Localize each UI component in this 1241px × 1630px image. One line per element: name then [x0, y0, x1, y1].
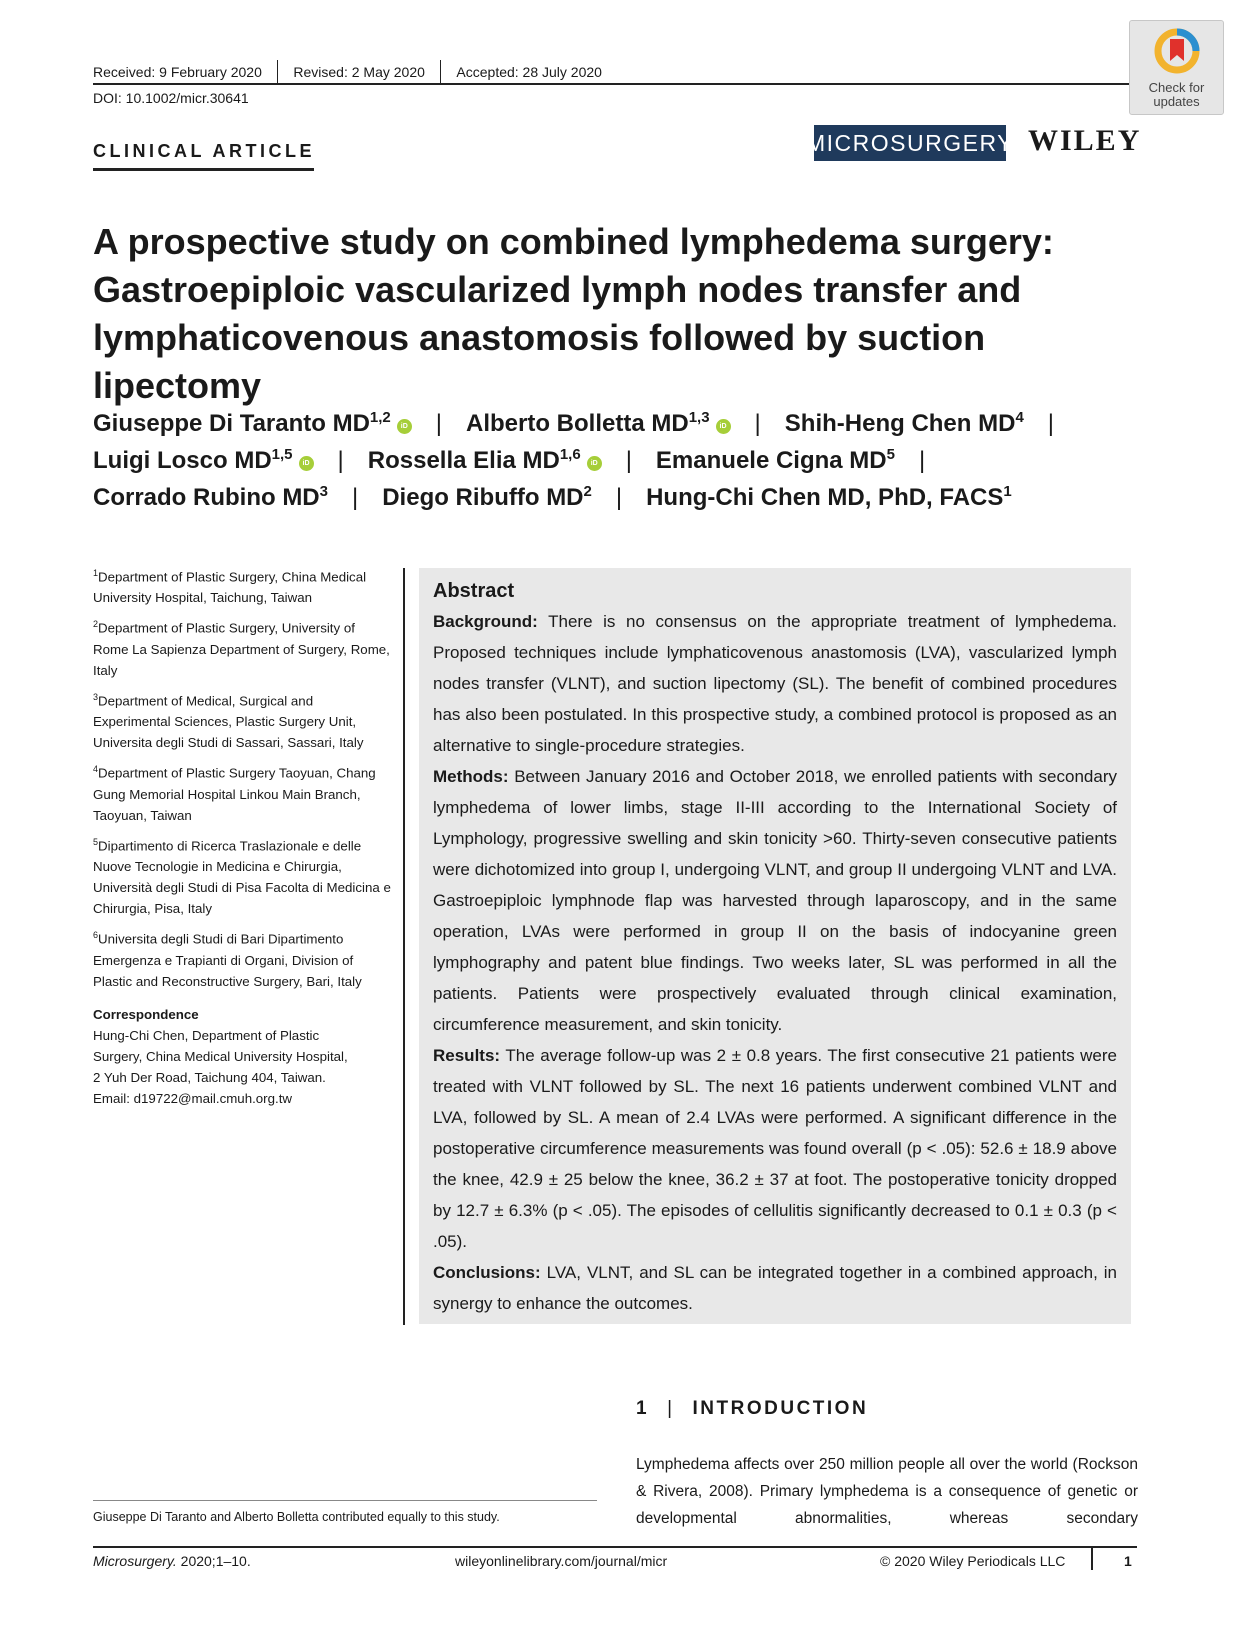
footer-rule: [93, 1546, 1137, 1548]
author-affiliation-ref: 1: [1003, 483, 1012, 500]
publisher-logo[interactable]: WILEY: [1028, 124, 1142, 157]
journal-name: Microsurgery.: [93, 1553, 177, 1569]
correspondence-line: 2 Yuh Der Road, Taichung 404, Taiwan.: [93, 1069, 326, 1085]
author-affiliation-ref: 4: [1015, 409, 1024, 426]
author-affiliation-ref: 2: [583, 483, 592, 500]
conclusions-label: Conclusions:: [433, 1263, 541, 1282]
section-heading-introduction: 1 | INTRODUCTION: [636, 1398, 869, 1419]
author-separator: |: [337, 447, 344, 474]
journal-badge[interactable]: MICROSURGERY: [814, 125, 1006, 161]
author-name[interactable]: Shih-Heng Chen MD: [784, 410, 1016, 437]
author-name[interactable]: Alberto Bolletta MD: [466, 410, 689, 437]
abstract-results: [433, 1040, 1117, 1257]
results-text: The average follow-up was 2 ± 0.8 years. The first consecutive 21 patients were treated with VLNT followed by SL. The next 16 patients underwent combined VLNT and LVA, followed by SL. A mean of 2.4 LVAs were performed. A significant difference in the postoperative circumference measurements was found overall (p < .05): 52.6 ± 18.9 above the knee, 42.9 ± 25 below the knee, 36.2 ± 37 at foot. The postoperative tonicity dropped by 12.7 ± 6.3% (p < .05). The episodes of cellulitis significantly decreased to 0.1 ± 0.3 (p < .05).: [433, 1046, 1118, 1251]
revised-date: Revised: 2 May 2020: [293, 64, 425, 80]
divider: [277, 60, 279, 84]
divider: [440, 60, 442, 84]
footnote-rule: [93, 1500, 597, 1501]
orcid-icon[interactable]: iD: [299, 456, 314, 471]
affiliation-number: 3: [93, 691, 99, 702]
background-text: There is no consensus on the appropriate treatment of lymphedema. Proposed techniques include lymphaticovenous anastomosis (LVA), vascularized lymph nodes transfer (VLNT), and suction lipectomy (SL). The benefit of combined procedures has also been postulated. In this prospective study, a combined protocol is proposed as an alternative to single-procedure strategies.: [433, 612, 1117, 755]
abstract-conclusions: [433, 1257, 1117, 1319]
author-list: [93, 405, 1153, 516]
correspondence-line: Hung-Chi Chen, Department of Plastic: [93, 1027, 320, 1043]
affiliation-item: $^3$Department of Medical, Surgical and Experimental Sciences, Plastic Surgery Unit, Universita degli Studi di Sassari, Sassari, Italy: [93, 691, 364, 751]
abstract-box: [419, 568, 1131, 1324]
check-updates-icon: [1153, 27, 1201, 75]
author-separator: |: [435, 410, 443, 437]
author-separator: |: [918, 447, 926, 474]
footer-url[interactable]: wileyonlinelibrary.com/journal/micr: [455, 1553, 668, 1569]
affiliation-number: 5: [93, 836, 99, 847]
divider: [1091, 1546, 1093, 1570]
methods-text: Between January 2016 and October 2018, we enrolled patients with secondary lymphedema of lower limbs, stage II-III according to the International Society of Lymphology, progressive swelling and skin tonicity >60. Thirty-seven consecutive patients were dichotomized into group I, undergoing VLNT, and group II undergoing VLNT and LVA. Gastroepiploic lymphnode flap was harvested through laparoscopy, and in the same operation, LVAs were performed in group II on the basis of indocyanine green lymphography and patent blue findings. Two weeks later, SL was performed in all the patients. Patients were prospectively evaluated through clinical examination, circumference measurement, and skin tonicity.: [433, 767, 1117, 1034]
orcid-icon[interactable]: iD: [587, 456, 602, 471]
correspondence-heading: Correspondence: [93, 1006, 199, 1022]
footnote: Giuseppe Di Taranto and Alberto Bolletta contributed equally to this study.: [93, 1510, 500, 1524]
article-title: A prospective study on combined lymphedema surgery: Gastroepiploic vascularized lymph nodes transfer and lymphaticovenous anastomosis followed by suction lipectomy: [93, 221, 1054, 406]
abstract-divider: [403, 568, 405, 1325]
check-for-updates-button[interactable]: [1129, 20, 1224, 115]
check-updates-label: Check for updates: [1148, 80, 1205, 109]
section-title: INTRODUCTION: [692, 1398, 869, 1419]
author-affiliation-ref: 1,3: [688, 409, 710, 426]
affiliation-item: $^1$Department of Plastic Surgery, China Medical University Hospital, Taichung, Taiwan: [93, 568, 367, 606]
section-number: 1: [636, 1398, 650, 1419]
author-name[interactable]: Corrado Rubino MD: [93, 484, 320, 511]
author-affiliation-ref: 1,2: [369, 409, 391, 426]
correspondence-email[interactable]: Email: d19722@mail.cmuh.org.tw: [93, 1090, 292, 1106]
author-separator: |: [1047, 410, 1055, 437]
author-affiliation-ref: 1,5: [271, 446, 293, 463]
orcid-icon[interactable]: iD: [397, 419, 412, 434]
author-name[interactable]: Rossella Elia MD: [367, 447, 560, 474]
results-label: Results:: [433, 1046, 501, 1065]
author-separator: |: [615, 484, 623, 511]
affiliation-item: $^5$Dipartimento di Ricerca Traslazionale e delle Nuove Tecnologie in Medicina e Chirurgia, Università degli Studi di Pisa Facolta di Medicina e Chirurgia, Pisa, Italy: [93, 836, 391, 917]
affiliation-number: 6: [93, 930, 99, 941]
author-name[interactable]: Hung-Chi Chen MD, PhD, FACS: [646, 484, 1004, 511]
author-name[interactable]: Diego Ribuffo MD: [382, 484, 584, 511]
author-affiliation-ref: 3: [319, 483, 328, 500]
author-name[interactable]: Giuseppe Di Taranto MD: [93, 410, 370, 437]
author-affiliation-ref: 1,6: [559, 446, 581, 463]
affiliation-item: $^6$Universita degli Studi di Bari Dipartimento Emergenza e Trapianti di Organi, Division of Plastic and Reconstructive Surgery, Bari, Italy: [93, 930, 362, 989]
author-name[interactable]: Luigi Losco MD: [93, 447, 272, 474]
abstract-heading: Abstract: [433, 580, 515, 602]
abstract-background: [433, 606, 1117, 761]
page-number: 1: [1124, 1553, 1132, 1569]
affiliations: [93, 563, 393, 1109]
orcid-icon[interactable]: iD: [716, 419, 731, 434]
author-separator: |: [351, 484, 359, 511]
article-dates: [93, 60, 602, 84]
header-rule: [93, 83, 1135, 85]
affiliation-number: 4: [93, 764, 99, 775]
article-category: CLINICAL ARTICLE: [93, 141, 315, 161]
category-underline: [93, 168, 314, 171]
author-separator: |: [754, 410, 761, 437]
introduction-text: Lymphedema affects over 250 million people all over the world (Rockson & Rivera, 2008). Primary lymphedema is a consequence of genetic or developmental abnormalities, whereas secondary: [636, 1456, 1138, 1527]
received-date: Received: 9 February 2020: [93, 64, 262, 80]
methods-label: Methods:: [433, 767, 509, 786]
citation: 2020;1–10.: [176, 1553, 251, 1569]
background-label: Background:: [433, 612, 538, 631]
author-affiliation-ref: 5: [886, 446, 895, 463]
affiliation-item: $^2$Department of Plastic Surgery, University of Rome La Sapienza Department of Surgery, Rome, Italy: [93, 619, 390, 678]
affiliation-number: 2: [93, 619, 99, 630]
accepted-date: Accepted: 28 July 2020: [456, 64, 602, 80]
author-separator: |: [625, 447, 632, 474]
doi[interactable]: DOI: 10.1002/micr.30641: [93, 90, 249, 106]
affiliation-number: 1: [93, 568, 99, 578]
author-name[interactable]: Emanuele Cigna MD: [655, 447, 887, 474]
footer-citation: [93, 1553, 251, 1569]
footer-copyright: © 2020 Wiley Periodicals LLC: [880, 1553, 1066, 1569]
abstract-methods: [433, 761, 1117, 1040]
conclusions-text: LVA, VLNT, and SL can be integrated together in a combined approach, in synergy to enhance the outcomes.: [433, 1263, 1117, 1313]
correspondence-line: Surgery, China Medical University Hospital,: [93, 1048, 348, 1064]
affiliation-item: $^4$Department of Plastic Surgery Taoyuan, Chang Gung Memorial Hospital Linkou Main Branch, Taoyuan, Taiwan: [93, 764, 376, 823]
